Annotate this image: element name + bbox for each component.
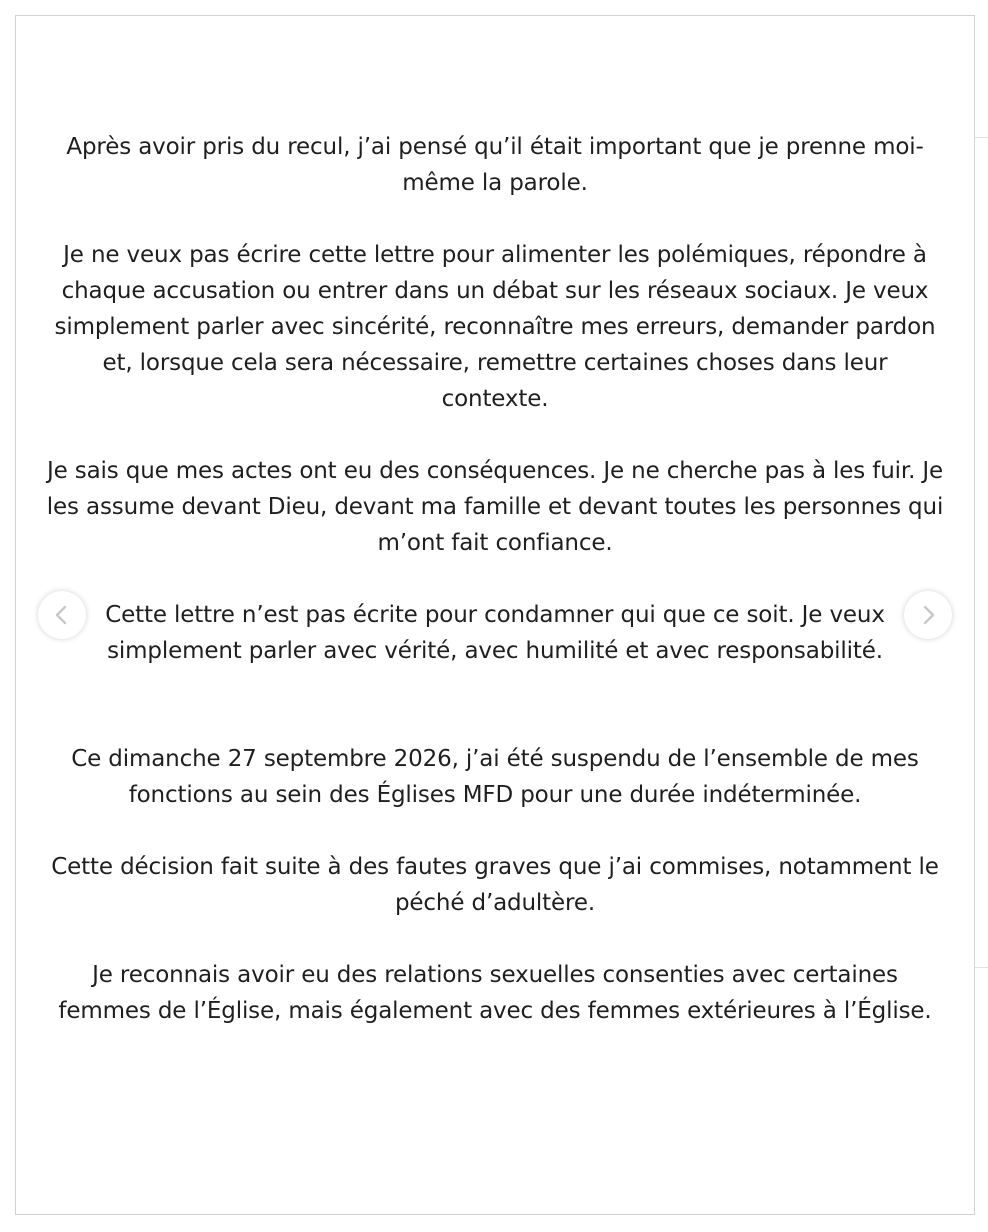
letter-paragraph: Je sais que mes actes ont eu des conséquences. Je ne cherche pas à les fuir. Je les assume devant Dieu, devant ma famille et devant toutes les personnes qui m’ont fait confiance. [46, 458, 944, 556]
letter-paragraph: Cette lettre n’est pas écrite pour condamner qui que ce soit. Je veux simplement parler avec vérité, avec humilité et avec responsabilité. [105, 602, 885, 664]
carousel-next-button[interactable] [904, 591, 952, 639]
letter-paragraph: Après avoir pris du recul, j’ai pensé qu’il était important que je prenne moi-même la parole. [66, 134, 924, 196]
side-divider [975, 137, 988, 138]
carousel-slide [16, 16, 974, 1214]
side-divider [975, 967, 988, 968]
carousel-prev-button[interactable] [38, 591, 86, 639]
letter-paragraph: Cette décision fait suite à des fautes graves que j’ai commises, notamment le péché d’adultère. [51, 854, 939, 916]
letter-paragraph: Je reconnais avoir eu des relations sexuelles consenties avec certaines femmes de l’Église, mais également avec des femmes extérieures à l’Église. [58, 962, 932, 1024]
letter-paragraph: Je ne veux pas écrire cette lettre pour alimenter les polémiques, répondre à chaque accusation ou entrer dans un débat sur les réseaux sociaux. Je veux simplement parler avec sincérité, reconnaître mes erreurs, demander pardon et, lorsque cela sera nécessaire, remettre certaines choses dans leur contexte. [54, 242, 936, 412]
chevron-left-icon [51, 604, 73, 626]
chevron-right-icon [917, 604, 939, 626]
letter-paragraph: Ce dimanche 27 septembre 2026, j’ai été suspendu de l’ensemble de mes fonctions au sein des Églises MFD pour une durée indéterminée. [71, 746, 919, 808]
